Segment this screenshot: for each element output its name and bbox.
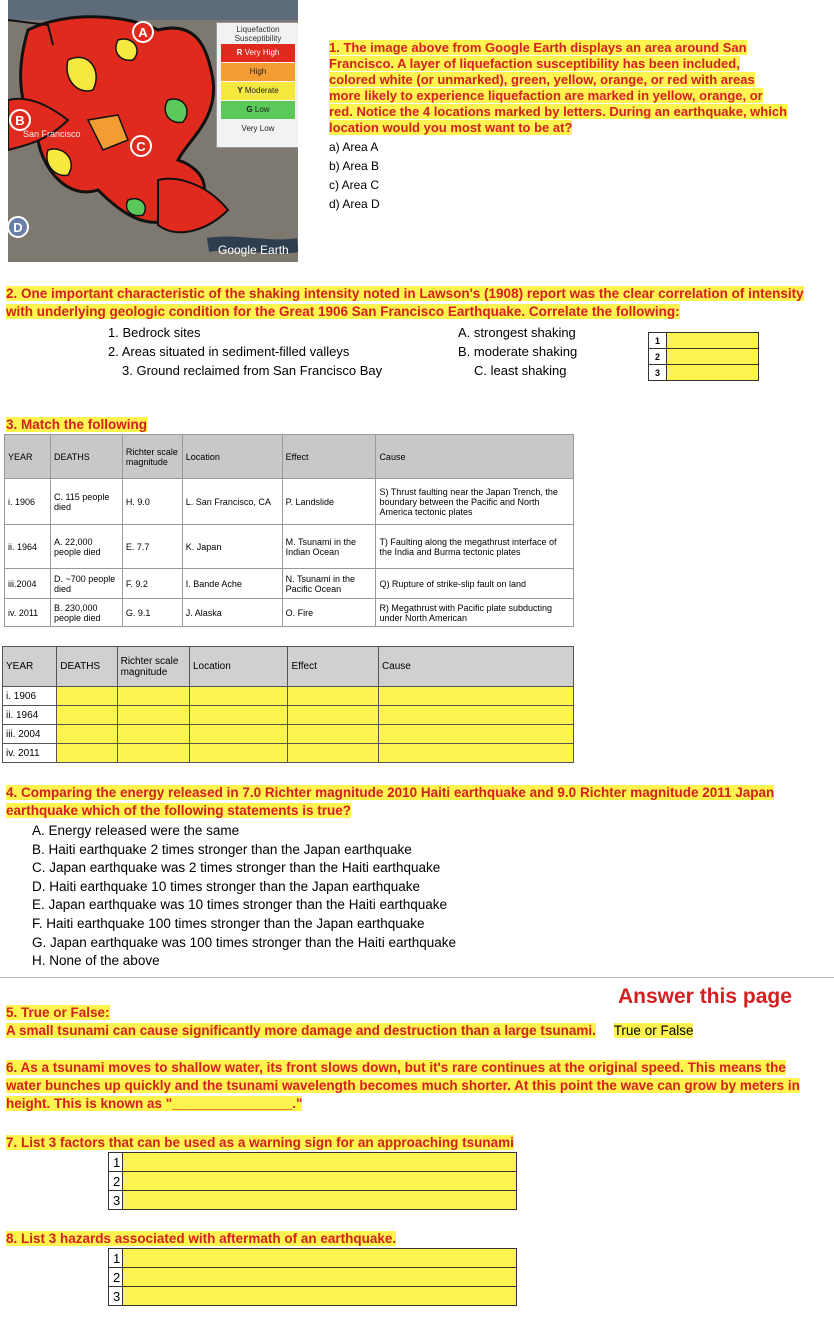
table-cell[interactable] bbox=[378, 725, 573, 744]
table-cell: M. Tsunami in the Indian Ocean bbox=[282, 525, 376, 569]
q4-option[interactable]: B. Haiti earthquake 2 times stronger than the Japan earthquake bbox=[32, 841, 412, 857]
table-cell[interactable] bbox=[117, 706, 189, 725]
table-cell: A. 22,000 people died bbox=[50, 525, 122, 569]
google-earth-watermark: Google Earth bbox=[218, 243, 289, 257]
marker-d-label: D bbox=[13, 220, 23, 235]
table-cell: T) Faulting along the megathrust interface of the India and Burma tectonic plates bbox=[376, 525, 574, 569]
legend-title: Liquefaction Susceptibility bbox=[234, 25, 282, 43]
match-header: Location bbox=[182, 435, 282, 479]
table-cell: 3 bbox=[109, 1191, 123, 1210]
question-1-text: 1. The image above from Google Earth displays an area around San Francisco. A layer of liquefaction susceptibility has been included, colored white (or unmarked), green, yellow, orange, or red with areas more likely to experience liquefaction are marked in yellow, orange, or red. Notice the 4 locations marked by letters. During an earthquake, which location would you most want to be at? bbox=[329, 40, 788, 135]
table-cell[interactable] bbox=[288, 687, 378, 706]
table-cell[interactable] bbox=[117, 744, 189, 763]
table-row bbox=[3, 725, 574, 744]
q7-answer-field[interactable] bbox=[123, 1172, 517, 1191]
q8-answer-field[interactable] bbox=[123, 1249, 517, 1268]
table-cell[interactable] bbox=[117, 687, 189, 706]
table-cell: O. Fire bbox=[282, 599, 376, 627]
q2-left-2: 2. Areas situated in sediment-filled valleys bbox=[108, 344, 350, 359]
q2-left-1: 1. Bedrock sites bbox=[108, 325, 201, 340]
table-cell: R) Megathrust with Pacific plate subducting under North American bbox=[376, 599, 574, 627]
question-2-right-list bbox=[458, 323, 577, 380]
table-cell[interactable] bbox=[57, 687, 117, 706]
q8-answer-field[interactable] bbox=[123, 1287, 517, 1306]
table-row bbox=[5, 525, 574, 569]
table-cell: G. 9.1 bbox=[122, 599, 182, 627]
question-3-title: 3. Match the following bbox=[6, 417, 147, 432]
table-cell: B. 230,000 people died bbox=[50, 599, 122, 627]
map-legend bbox=[216, 22, 298, 148]
question-6: 6. As a tsunami moves to shallow water, its front slows down, but it's rare continues at the original speed. This means the water bunches up quickly and the tsunami wavelength becomes much shorter. At this point the wave can grow by meters in height. This is known as "________________." bbox=[6, 1060, 800, 1111]
answer-header: YEAR bbox=[3, 647, 57, 687]
table-cell[interactable] bbox=[189, 706, 288, 725]
table-cell: F. 9.2 bbox=[122, 569, 182, 599]
q4-option[interactable]: D. Haiti earthquake 10 times stronger than the Japan earthquake bbox=[32, 878, 420, 894]
table-cell: C. 115 people died bbox=[50, 479, 122, 525]
question-8-title: 8. List 3 hazards associated with aftermath of an earthquake. bbox=[6, 1231, 397, 1246]
q7-answer-field[interactable] bbox=[123, 1153, 517, 1172]
question-4-title: 4. Comparing the energy released in 7.0 Richter magnitude 2010 Haiti earthquake and 9.0 Richter magnitude 2011 Japan earthquake which of the following statements is true? bbox=[6, 785, 775, 818]
question-4-options bbox=[32, 822, 456, 971]
q2-answer-field[interactable] bbox=[667, 349, 759, 365]
table-cell[interactable] bbox=[378, 687, 573, 706]
q1-option-d[interactable]: d) Area D bbox=[329, 197, 380, 211]
match-header: Cause bbox=[376, 435, 574, 479]
q4-option[interactable]: F. Haiti earthquake 100 times stronger than the Japan earthquake bbox=[32, 915, 425, 931]
match-header: DEATHS bbox=[50, 435, 122, 479]
table-cell[interactable] bbox=[378, 744, 573, 763]
question-5-title: 5. True or False: bbox=[6, 1005, 110, 1020]
table-cell: iv. 2011 bbox=[3, 744, 57, 763]
table-row bbox=[3, 706, 574, 725]
q1-option-c[interactable]: c) Area C bbox=[329, 178, 380, 192]
q8-answer-field[interactable] bbox=[123, 1268, 517, 1287]
question-2-title: 2. One important characteristic of the shaking intensity noted in Lawson's (1908) report was the clear correlation of intensity with underlying geologic condition for the Great 1906 San Francisco Earthquake. Correlate the following: bbox=[6, 286, 804, 319]
question-1 bbox=[329, 40, 789, 214]
marker-a-label: A bbox=[138, 25, 148, 40]
question-7-title: 7. List 3 factors that can be used as a warning sign for an approaching tsunami bbox=[6, 1135, 514, 1150]
table-cell: K. Japan bbox=[182, 525, 282, 569]
q2-answer-field[interactable] bbox=[667, 365, 759, 381]
true-false-choice[interactable]: True or False bbox=[613, 1023, 694, 1038]
table-cell: S) Thrust faulting near the Japan Trench, the boundary between the Pacific and North America tectonic plates bbox=[376, 479, 574, 525]
legend-low: G Low bbox=[221, 101, 295, 119]
q2-answer-label: 1 bbox=[649, 333, 667, 349]
question-2-left-list bbox=[108, 323, 382, 380]
table-row bbox=[5, 569, 574, 599]
table-cell: ii. 1964 bbox=[3, 706, 57, 725]
table-cell[interactable] bbox=[189, 744, 288, 763]
answer-header: Effect bbox=[288, 647, 378, 687]
table-cell: H. 9.0 bbox=[122, 479, 182, 525]
table-row bbox=[3, 744, 574, 763]
table-cell: iii. 2004 bbox=[3, 725, 57, 744]
table-cell: P. Landslide bbox=[282, 479, 376, 525]
table-cell: J. Alaska bbox=[182, 599, 282, 627]
legend-moderate: Y Moderate bbox=[221, 82, 295, 100]
match-header: Effect bbox=[282, 435, 376, 479]
page-divider bbox=[0, 977, 834, 978]
question-7-answer-list bbox=[108, 1152, 517, 1210]
q4-option[interactable]: G. Japan earthquake was 100 times stronger than the Haiti earthquake bbox=[32, 934, 457, 950]
table-cell[interactable] bbox=[288, 744, 378, 763]
q2-right-c: C. least shaking bbox=[474, 363, 567, 378]
table-row bbox=[5, 599, 574, 627]
table-cell: ii. 1964 bbox=[5, 525, 51, 569]
answer-header: Location bbox=[189, 647, 288, 687]
city-label: San Francisco bbox=[23, 129, 81, 139]
table-row bbox=[3, 687, 574, 706]
q7-answer-field[interactable] bbox=[123, 1191, 517, 1210]
table-cell: D. ~700 people died bbox=[50, 569, 122, 599]
legend-high: High bbox=[221, 63, 295, 81]
table-cell: 3 bbox=[109, 1287, 123, 1306]
q4-option[interactable]: E. Japan earthquake was 10 times stronger than the Haiti earthquake bbox=[32, 897, 447, 913]
table-cell: 1 bbox=[109, 1249, 123, 1268]
table-cell: N. Tsunami in the Pacific Ocean bbox=[282, 569, 376, 599]
match-table bbox=[4, 434, 574, 627]
q1-option-a[interactable]: a) Area A bbox=[329, 140, 379, 154]
q2-left-3: 3. Ground reclaimed from San Francisco Bay bbox=[122, 363, 383, 378]
table-cell: E. 7.7 bbox=[122, 525, 182, 569]
table-cell[interactable] bbox=[57, 725, 117, 744]
table-cell[interactable] bbox=[117, 725, 189, 744]
table-cell: 2 bbox=[109, 1268, 123, 1287]
table-cell: I. Bande Ache bbox=[182, 569, 282, 599]
marker-c-label: C bbox=[136, 139, 146, 154]
table-cell: Q) Rupture of strike-slip fault on land bbox=[376, 569, 574, 599]
match-answer-table bbox=[2, 646, 574, 763]
table-cell: L. San Francisco, CA bbox=[182, 479, 282, 525]
table-cell[interactable] bbox=[57, 706, 117, 725]
table-cell[interactable] bbox=[288, 706, 378, 725]
q2-answer-field[interactable] bbox=[667, 333, 759, 349]
q1-option-b[interactable]: b) Area B bbox=[329, 159, 380, 173]
q4-option[interactable]: C. Japan earthquake was 2 times stronger than the Haiti earthquake bbox=[32, 860, 441, 876]
table-cell: iv. 2011 bbox=[5, 599, 51, 627]
question-2-answer-table bbox=[648, 332, 759, 381]
answer-header: DEATHS bbox=[57, 647, 117, 687]
legend-very-low: Very Low bbox=[221, 120, 295, 138]
table-cell[interactable] bbox=[288, 725, 378, 744]
question-8-answer-list bbox=[108, 1248, 517, 1306]
match-header: Richter scale magnitude bbox=[122, 435, 182, 479]
q2-right-b: B. moderate shaking bbox=[458, 344, 578, 359]
match-header: YEAR bbox=[5, 435, 51, 479]
liquefaction-map bbox=[8, 0, 298, 262]
q2-answer-label: 3 bbox=[649, 365, 667, 381]
table-cell: i. 1906 bbox=[3, 687, 57, 706]
table-cell: 2 bbox=[109, 1172, 123, 1191]
answer-this-page-heading: Answer this page bbox=[618, 985, 792, 1008]
question-1-options bbox=[329, 138, 789, 214]
q2-answer-label: 2 bbox=[649, 349, 667, 365]
answer-header: Cause bbox=[378, 647, 573, 687]
table-cell[interactable] bbox=[57, 744, 117, 763]
table-cell: 1 bbox=[109, 1153, 123, 1172]
q4-option[interactable]: A. Energy released were the same bbox=[32, 823, 240, 838]
q2-right-a: A. strongest shaking bbox=[458, 325, 576, 340]
legend-very-high: R Very High bbox=[221, 44, 295, 62]
question-5-statement: A small tsunami can cause significantly more damage and destruction than a large tsunami. bbox=[6, 1023, 596, 1038]
table-cell: i. 1906 bbox=[5, 479, 51, 525]
q4-option[interactable]: H. None of the above bbox=[32, 953, 160, 969]
question-5-statement-line bbox=[6, 1022, 693, 1040]
table-cell: iii.2004 bbox=[5, 569, 51, 599]
table-cell[interactable] bbox=[378, 706, 573, 725]
answer-header: Richter scale magnitude bbox=[117, 647, 189, 687]
table-row bbox=[5, 479, 574, 525]
marker-b-label: B bbox=[15, 113, 25, 128]
table-cell[interactable] bbox=[189, 687, 288, 706]
table-cell[interactable] bbox=[189, 725, 288, 744]
